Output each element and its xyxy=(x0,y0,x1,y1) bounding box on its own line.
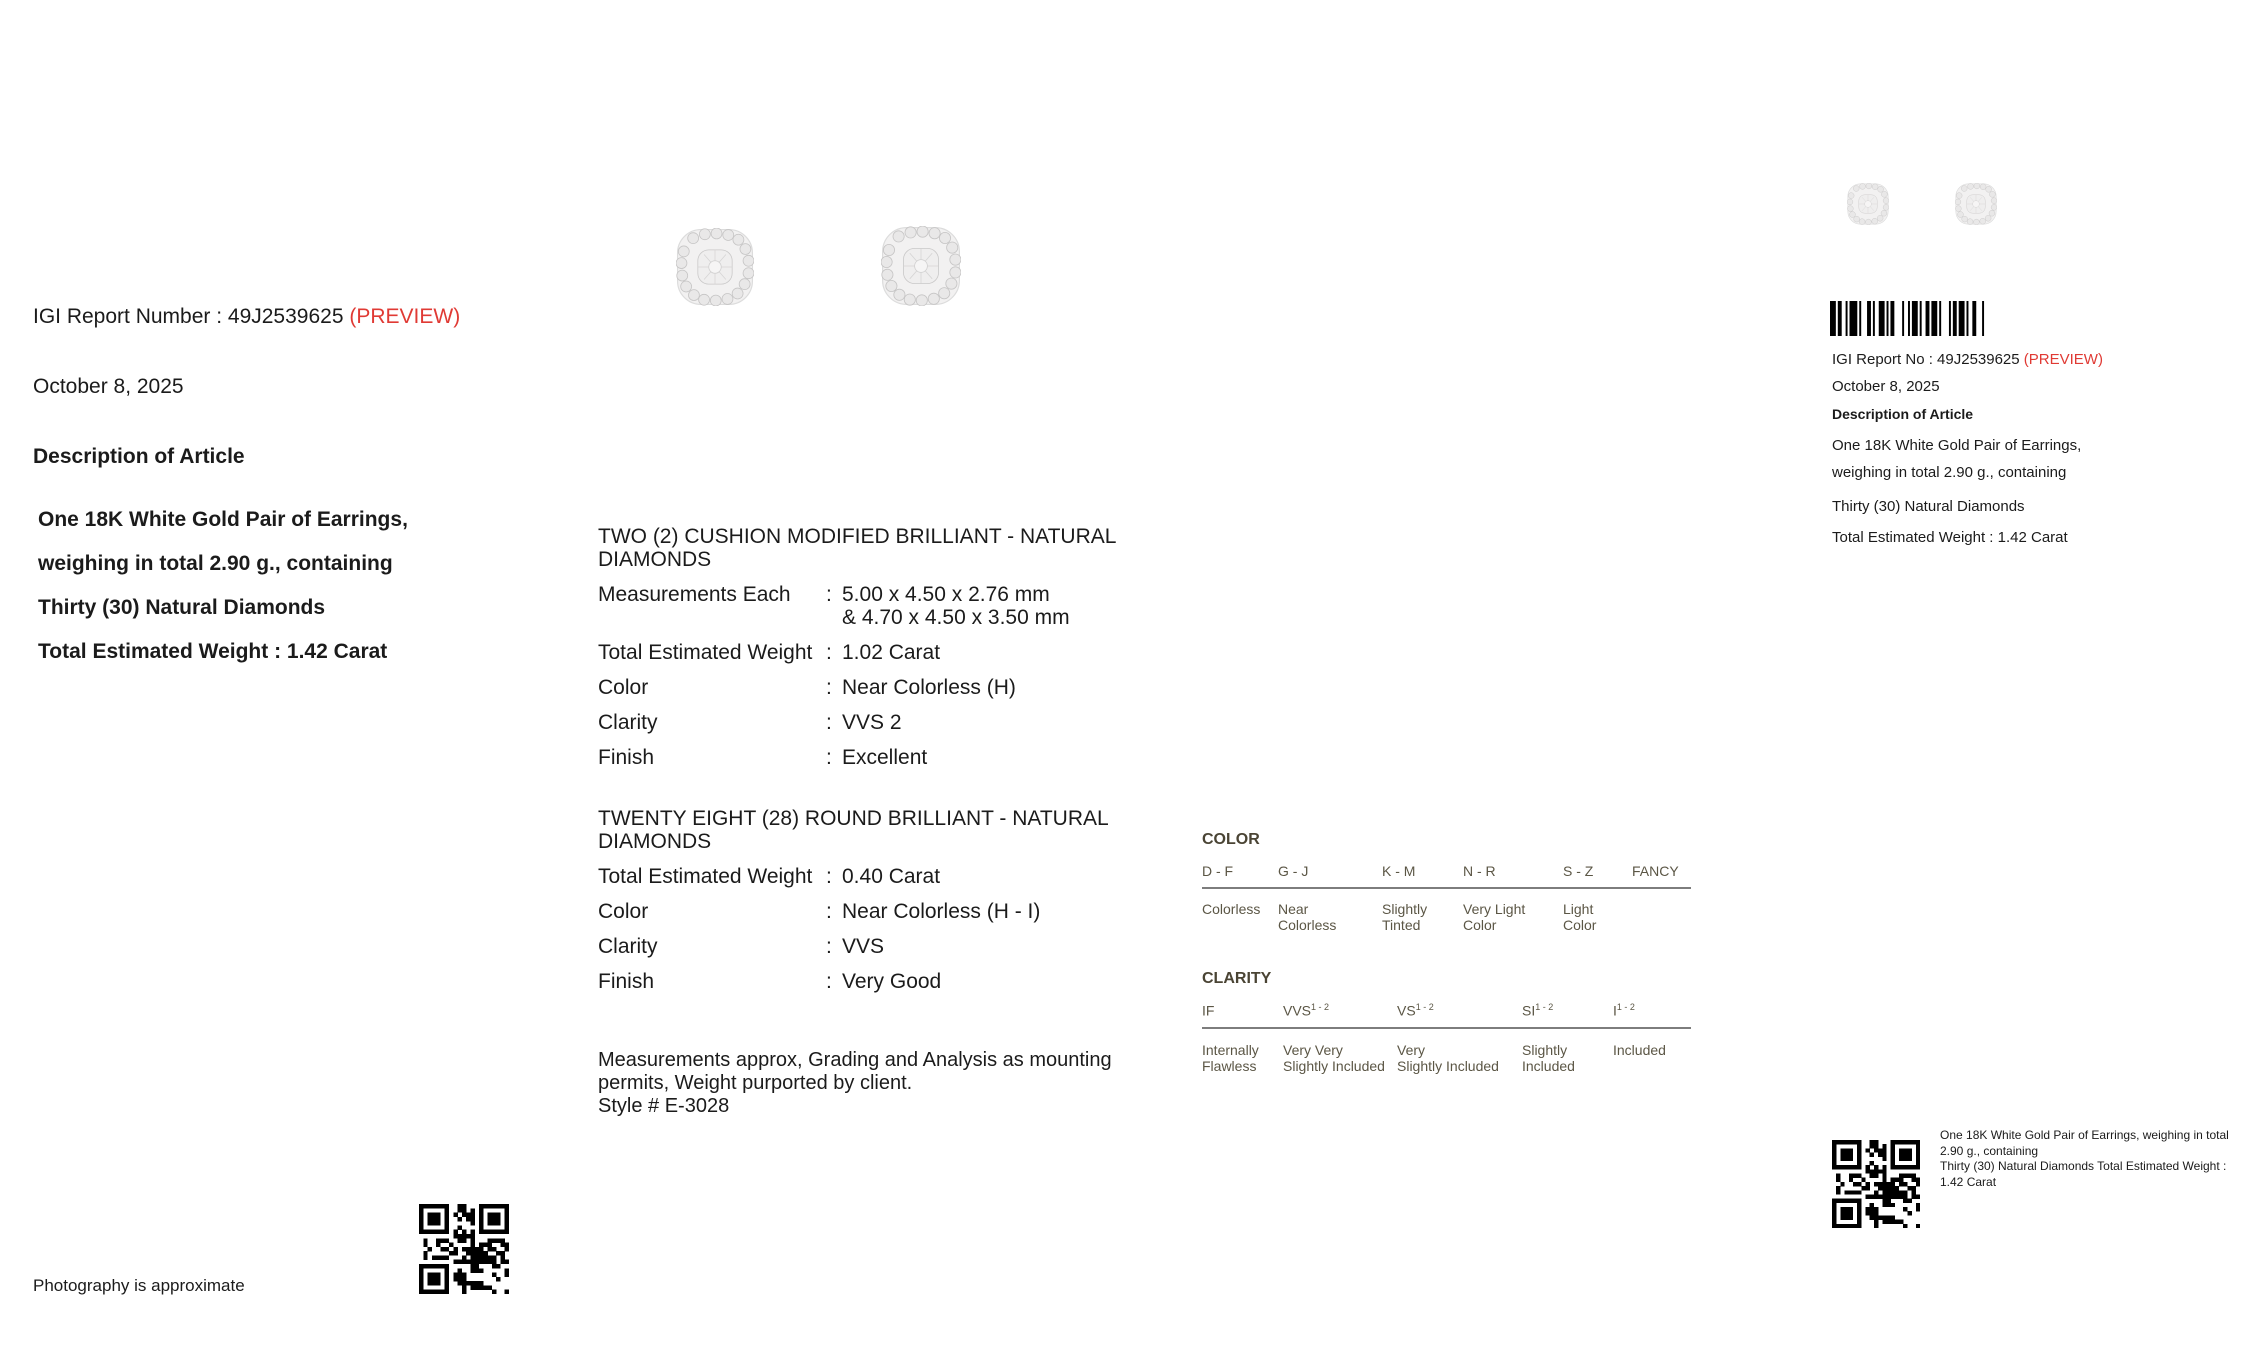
color-grade: G - J xyxy=(1278,863,1309,879)
spec-colon: : xyxy=(826,970,832,993)
spec-row-finish xyxy=(598,746,1166,769)
color-grade: K - M xyxy=(1382,863,1416,879)
desc-line: Light xyxy=(1563,901,1594,917)
color-grade-desc xyxy=(1463,901,1525,933)
spec-label: Measurements Each xyxy=(598,583,791,606)
spec-value: Near Colorless (H - I) xyxy=(842,900,1041,923)
spec-label: Finish xyxy=(598,970,655,993)
color-grade: N - R xyxy=(1463,863,1496,879)
grade-text: VS xyxy=(1397,1002,1416,1019)
clarity-scale xyxy=(1202,970,1694,1085)
spec-section-cushion xyxy=(598,525,1166,781)
description-line: Thirty (30) Natural Diamonds xyxy=(38,596,326,619)
stub-description-line: One 18K White Gold Pair of Earrings, xyxy=(1832,437,2082,454)
earring-photo-left xyxy=(676,228,754,306)
qr-caption-line: One 18K White Gold Pair of Earrings, weighing in total xyxy=(1940,1128,2229,1142)
clarity-grade xyxy=(1613,1002,1635,1019)
spec-label: Clarity xyxy=(598,711,658,734)
spec-value: Very Good xyxy=(842,970,942,993)
description-line: Total Estimated Weight : 1.42 Carat xyxy=(38,640,388,663)
style-number-line: Style # E-3028 xyxy=(598,1095,730,1117)
barcode xyxy=(1830,301,1986,336)
stub-report-number-text: IGI Report No : 49J2539625 xyxy=(1832,351,2020,368)
section-heading-line: TWO (2) CUSHION MODIFIED BRILLIANT - NATURAL xyxy=(598,525,1117,548)
stub-qr-caption xyxy=(1940,1128,2250,1190)
spec-row-measurements xyxy=(598,583,1166,629)
stub-qr-code xyxy=(1832,1140,1920,1228)
clarity-grade xyxy=(1202,1002,1214,1019)
spec-colon: : xyxy=(826,900,832,923)
desc-line: Flawless xyxy=(1202,1058,1257,1074)
stub-description-line: Thirty (30) Natural Diamonds xyxy=(1832,498,2025,515)
spec-value: 1.02 Carat xyxy=(842,641,941,664)
spec-colon: : xyxy=(826,746,832,769)
spec-colon: : xyxy=(826,641,832,664)
color-grade: S - Z xyxy=(1563,863,1594,879)
grade-text: SI xyxy=(1522,1002,1536,1019)
grading-note-line: Measurements approx, Grading and Analysis as mounting xyxy=(598,1049,1112,1071)
clarity-grade-desc xyxy=(1202,1042,1259,1074)
clarity-grade xyxy=(1283,1002,1329,1019)
desc-line: Internally xyxy=(1202,1042,1259,1058)
clarity-grade-desc xyxy=(1397,1042,1499,1074)
color-grade: D - F xyxy=(1202,863,1234,879)
spec-row-color xyxy=(598,900,1166,923)
section-heading-line: DIAMONDS xyxy=(598,830,712,853)
clarity-grade-desc xyxy=(1522,1042,1575,1074)
desc-line: Tinted xyxy=(1382,917,1421,933)
color-grade-desc xyxy=(1278,901,1336,933)
spec-value-line: & 4.70 x 4.50 x 3.50 mm xyxy=(842,606,1070,629)
desc-line: Included xyxy=(1613,1042,1666,1058)
desc-line: Very Very xyxy=(1283,1042,1343,1058)
qr-caption-line: 2.90 g., containing xyxy=(1940,1143,2039,1158)
desc-line: Near xyxy=(1278,901,1309,917)
spec-row-total-weight xyxy=(598,641,1166,664)
grade-sup: 1 - 2 xyxy=(1616,1002,1635,1012)
color-grade: FANCY xyxy=(1632,863,1679,879)
grading-note xyxy=(598,1049,1112,1118)
desc-line: Slightly xyxy=(1382,901,1428,917)
grading-note-line: permits, Weight purported by client. xyxy=(598,1072,913,1094)
section-heading-line: TWENTY EIGHT (28) ROUND BRILLIANT - NATURAL xyxy=(598,807,1109,830)
desc-line: Slightly Included xyxy=(1397,1058,1499,1074)
grade-sup: 1 - 2 xyxy=(1415,1002,1434,1012)
spec-row-clarity xyxy=(598,711,1166,734)
spec-row-color xyxy=(598,676,1166,699)
grade-text: VVS xyxy=(1283,1002,1312,1019)
stub-description-heading: Description of Article xyxy=(1832,406,1974,422)
spec-label: Total Estimated Weight xyxy=(598,641,813,664)
section-heading xyxy=(598,525,1166,571)
spec-label: Color xyxy=(598,676,649,699)
desc-line: Color xyxy=(1563,917,1597,933)
color-scale-title: COLOR xyxy=(1202,831,1260,848)
spec-label: Total Estimated Weight xyxy=(598,865,813,888)
earring-photo-right xyxy=(881,226,961,306)
desc-line: Colorless xyxy=(1278,917,1337,933)
spec-label: Clarity xyxy=(598,935,658,958)
section-heading-line: DIAMONDS xyxy=(598,548,712,571)
color-scale-rule xyxy=(1202,887,1691,889)
grade-text: I xyxy=(1613,1002,1617,1019)
desc-line: Included xyxy=(1522,1058,1575,1074)
stub-report-date: October 8, 2025 xyxy=(1832,378,1940,395)
qr-caption-line: Thirty (30) Natural Diamonds Total Estimated Weight : xyxy=(1940,1159,2227,1173)
clarity-grade-desc xyxy=(1613,1042,1666,1058)
report-number-line xyxy=(33,305,460,329)
grade-sup: 1 - 2 xyxy=(1311,1002,1330,1012)
spec-colon: : xyxy=(826,935,832,958)
photography-note: Photography is approximate xyxy=(33,1276,245,1295)
spec-value: 0.40 Carat xyxy=(842,865,941,888)
spec-row-finish xyxy=(598,970,1166,993)
clarity-scale-title: CLARITY xyxy=(1202,970,1272,987)
qr-code xyxy=(419,1204,509,1294)
color-grade-desc xyxy=(1563,901,1596,933)
spec-label: Finish xyxy=(598,746,655,769)
spec-value xyxy=(842,583,1166,629)
spec-value: VVS 2 xyxy=(842,711,902,734)
spec-value: VVS xyxy=(842,935,885,958)
spec-label: Color xyxy=(598,900,649,923)
preview-badge: (PREVIEW) xyxy=(349,305,461,328)
stub-description-line: Total Estimated Weight : 1.42 Carat xyxy=(1832,529,2068,546)
desc-line: Slightly xyxy=(1522,1042,1568,1058)
desc-line: Very Light xyxy=(1463,901,1526,917)
earring-thumb-left xyxy=(1847,183,1889,225)
clarity-grade xyxy=(1522,1002,1553,1019)
spec-value-line: 5.00 x 4.50 x 2.76 mm xyxy=(842,583,1050,606)
spec-colon: : xyxy=(826,711,832,734)
section-heading xyxy=(598,807,1166,853)
color-grade-desc xyxy=(1382,901,1427,933)
report-date: October 8, 2025 xyxy=(33,375,184,398)
spec-value: Near Colorless (H) xyxy=(842,676,1016,699)
report-number-text: IGI Report Number : 49J2539625 xyxy=(33,305,344,328)
earring-thumb-right xyxy=(1955,183,1997,225)
spec-colon: : xyxy=(826,865,832,888)
color-grade-desc xyxy=(1202,901,1260,917)
clarity-grade-desc xyxy=(1283,1042,1385,1074)
spec-value: Excellent xyxy=(842,746,928,769)
description-block xyxy=(38,498,408,674)
desc-line: Colorless xyxy=(1202,901,1261,917)
stub-preview-badge: (PREVIEW) xyxy=(2023,351,2103,368)
grade-sup: 1 - 2 xyxy=(1535,1002,1554,1012)
color-scale xyxy=(1202,831,1694,941)
desc-line: Color xyxy=(1463,917,1497,933)
clarity-scale-rule xyxy=(1202,1027,1691,1029)
spec-colon: : xyxy=(826,676,832,699)
desc-line: Very xyxy=(1397,1042,1426,1058)
spec-row-total-weight xyxy=(598,865,1166,888)
description-heading: Description of Article xyxy=(33,445,245,468)
description-line: weighing in total 2.90 g., containing xyxy=(38,552,393,575)
spec-colon: : xyxy=(826,583,832,606)
desc-line: Slightly Included xyxy=(1283,1058,1385,1074)
grade-text: IF xyxy=(1202,1002,1215,1019)
clarity-grade xyxy=(1397,1002,1434,1019)
description-line: One 18K White Gold Pair of Earrings, xyxy=(38,508,408,531)
stub-description-line: weighing in total 2.90 g., containing xyxy=(1832,464,2067,481)
spec-section-round xyxy=(598,807,1166,1005)
qr-caption-line: 1.42 Carat xyxy=(1940,1174,1997,1189)
spec-row-clarity xyxy=(598,935,1166,958)
stub-report-number-line xyxy=(1832,351,2103,368)
